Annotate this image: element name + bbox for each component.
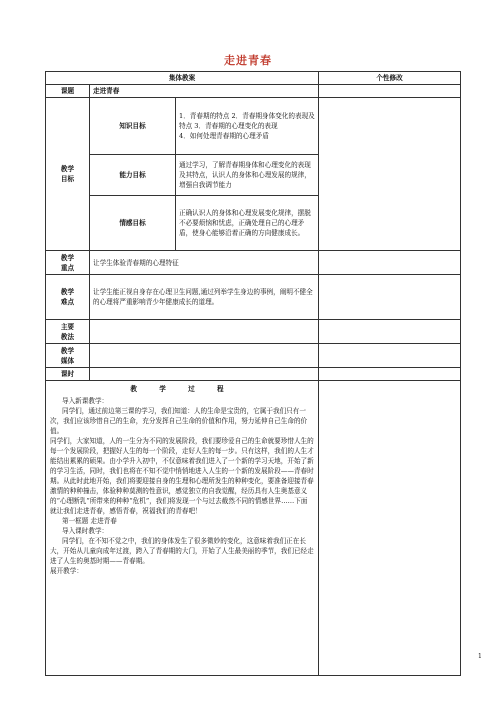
- media-label: 教学 媒体: [46, 344, 90, 368]
- document-title: 走进青春: [224, 54, 272, 67]
- key-point-label: 教学 重点: [46, 251, 90, 275]
- personal-cell: [319, 98, 461, 251]
- personal-cell: [319, 85, 461, 98]
- topic-value: 走进青春: [90, 85, 319, 98]
- page-number: 1: [478, 653, 482, 660]
- process-paragraph: 同学们，在不知不觉之中，我们的身体发生了很多微妙的变化，这意味着我们正在长大，开始从儿童向成年过渡，跨入了青春期的大门，开始了人生最美丽的季节，我们已经走进了人生的奥基时期——青春期。: [50, 537, 314, 565]
- emotion-goal-label: 情感目标: [90, 196, 176, 251]
- process-cell: [46, 381, 319, 676]
- ability-goal-label: 能力目标: [90, 155, 176, 196]
- knowledge-goal-text: 1．青春期的特点 2．青春期身体变化的表现及特点 3．青春期的心理变化的表现 4．如何处理青春期的心理矛盾: [176, 98, 319, 155]
- plan-header: 集体教案: [46, 72, 319, 85]
- process-paragraph: 同学们，通过前边第三课的学习，我们知道：人的生命是宝贵的，它属于我们只有一次，我们应该珍惜自己的生命，充分发挥自己生命的价值和作用，努力延伸自己生命的价值。: [50, 407, 308, 435]
- personal-cell: [319, 320, 461, 344]
- personal-cell: [319, 251, 461, 275]
- key-point-text: 让学生体验青春期的心理特征: [90, 251, 319, 275]
- personal-cell: [319, 344, 461, 368]
- goals-label: 教学 目标: [46, 98, 90, 251]
- method-label: 主要 教法: [46, 320, 90, 344]
- hours-value: [90, 368, 319, 381]
- ability-goal-text: 通过学习，了解青春期身体和心理变化的表现及其特点，认识人的身体和心理发展的规律，增强自我调节能力: [176, 155, 319, 196]
- knowledge-goal-label: 知识目标: [90, 98, 176, 155]
- topic-label: 课题: [46, 85, 90, 98]
- process-paragraph: 导入新课教学：: [62, 397, 109, 405]
- media-value: [90, 344, 319, 368]
- hours-label: 课时: [46, 368, 90, 381]
- personal-cell: [319, 275, 461, 320]
- emotion-goal-text: 正确认识人的身体和心理发展变化规律，摆脱不必要烦恼和忧虑，正确处理自己的心理矛盾，使身心能够沿着正确的方向健康成长。: [176, 196, 319, 251]
- process-paragraph: 展开教学：: [50, 567, 83, 575]
- difficult-point-text: 让学生能正视自身存在心理卫生问题,通过列举学生身边的事例，阐明不健全的心理将严重影响青少年健康成长的道理。: [90, 275, 319, 320]
- process-paragraph: 导入课时教学：: [62, 527, 109, 535]
- process-paragraph: 第一框题 走进青春: [62, 517, 117, 525]
- method-value: [90, 320, 319, 344]
- process-paragraph: 同学们，大家知道，人的一生分为不同的发展阶段，我们要珍爱自己的生命就要珍惜人生的每一个发展阶段，把握好人生的每一个阶段，走好人生的每一步。只有这样，我们的人生才能结出累累的硕果。由小学升入初中，不仅意味着我们进入了一个新的学习天地，开始了新的学习生活，同时，我们也将在不知不觉中悄悄地进入人生的一个新的发展阶段——青春时期。从此时此地开始，我们将要迎接自身的生理和心理所发生的种种变化，要准备迎接青春激情的种种撞击，体验种种莫测的性意识，感觉独立的自我觉醒，经历具有人生奥基意义的“心理断乳”所带来的种种“危机”，我们将发现一个与过去截然不同的情感世界……下面就让我们走进青春，感悟青春，祝福我们的青春吧！: [50, 437, 314, 515]
- process-heading: 教 学 过 程: [130, 385, 234, 393]
- difficult-point-label: 教学 难点: [46, 275, 90, 320]
- personal-cell: [319, 368, 461, 381]
- lesson-plan-table: [45, 71, 461, 676]
- personal-cell: [319, 381, 461, 676]
- personal-header: 个性修改: [319, 72, 461, 85]
